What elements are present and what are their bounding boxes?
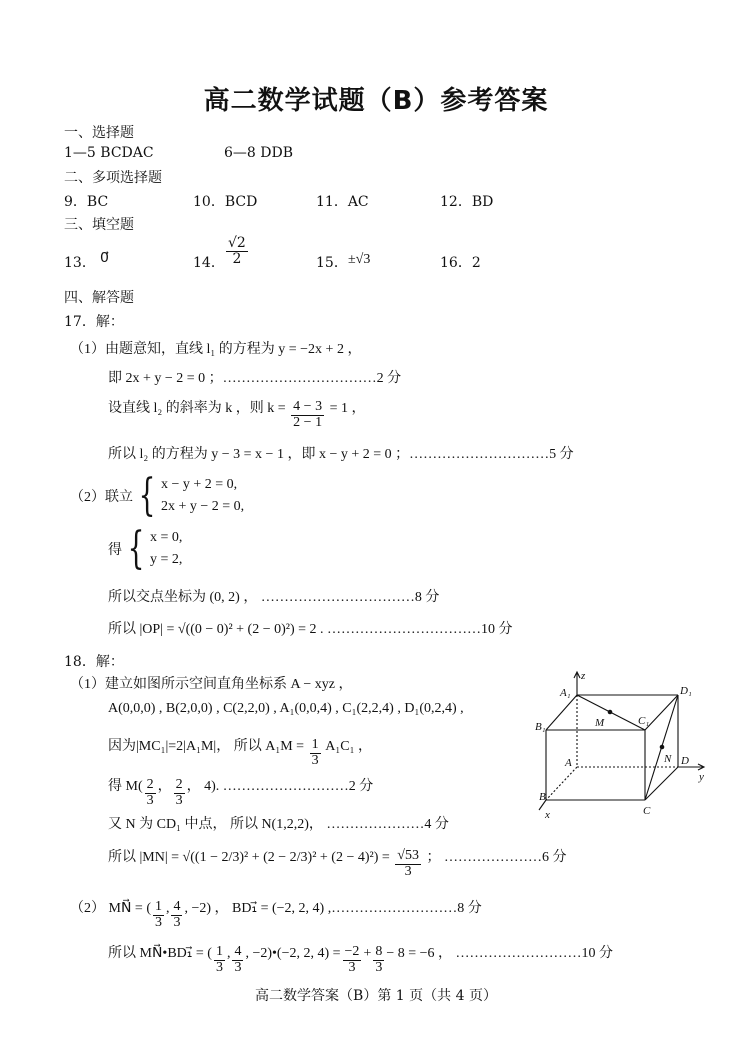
fraction-numerator: 8 [375, 944, 383, 960]
q18-part2-line1: （2） MN⃗ = ( $\frac{1}{3}$ , $\frac{4}{3}$ , −2) ， BD₁⃗ = (−2, 2, 4) ,………………………8 分 [70, 899, 482, 930]
answer-14-fraction [224, 236, 250, 266]
point-m-prefix: 得 M( [108, 779, 143, 794]
dot-product-mid: , −2)•(−2, 2, 4) = [245, 946, 341, 961]
page-footer: 高二数学答案（B）第 1 页（共 4 页） [255, 988, 497, 1004]
fraction-numerator: √2 [228, 235, 246, 251]
q17-part1-line2: 即 2x + y − 2 = 0 ；……………………………2 分 [108, 371, 402, 386]
answer-9: 9．BC [64, 194, 109, 210]
section-heading-fill: 三、填空题 [64, 217, 134, 233]
brace-glyph: { [138, 470, 156, 521]
slope-result: = 1 ， [329, 401, 366, 416]
label-b1: B₁ [535, 721, 546, 733]
answer-11: 11．AC [316, 194, 369, 210]
page-title: 高二数学试题（B）参考答案 [203, 86, 549, 116]
q18-part1-line4 [108, 775, 373, 809]
label-y: y [699, 771, 704, 783]
distance-score: ； …………………6 分 [426, 850, 567, 865]
label-d: D [681, 755, 689, 767]
fraction-numerator: 2 [175, 777, 183, 793]
q17-part1-line4: 所以 l₂ 的方程为 y − 3 = x − 1 ，即 x − y + 2 = 0 ；…………………………5 分 [108, 447, 574, 462]
point-n [660, 745, 665, 750]
slope-text: 设直线 l₂ 的斜率为 k ，则 k = [108, 401, 286, 416]
q18-part1-line5: 又 N 为 CD₁ 中点， 所以 N(1,2,2)， …………………4 分 [108, 817, 449, 832]
fraction-numerator: 4 [234, 944, 242, 960]
answer-1-5: 1—5 BCDAC [64, 145, 154, 161]
vector-bd1: , −2) ， BD₁⃗ = (−2, 2, 4) ,………………………8 分 [184, 901, 482, 916]
label-b: B [539, 791, 546, 803]
solution-x: x = 0, [150, 530, 183, 545]
plus-sign: + [363, 946, 372, 961]
answer-13-label: 13． [64, 255, 96, 271]
system-eq1: x − y + 2 = 0, [161, 477, 238, 492]
q17-part2-point: 所以交点坐标为 (0, 2) ， ……………………………8 分 [108, 590, 440, 605]
q17-part2-distance: 所以 |OP| = √((0 − 0)² + (2 − 0)²) = 2 . ……………………………10 分 [108, 622, 513, 637]
answer-13-value: 0⃗ [100, 251, 109, 266]
q18-label: 18．解： [64, 654, 124, 670]
answer-10: 10．BCD [193, 194, 258, 210]
q17-part2-solution [108, 523, 183, 574]
vector-mn: （2） MN⃗ = ( [70, 901, 151, 916]
fraction-numerator: 1 [311, 737, 319, 753]
fraction-denominator: 3 [215, 960, 223, 975]
q17-label: 17．解： [64, 314, 124, 330]
section-heading-multi: 二、多项选择题 [64, 170, 162, 186]
cube-coordinate-figure [535, 668, 715, 820]
comma: ， [157, 779, 172, 794]
label-a: A [565, 757, 572, 769]
system-eq2: 2x + y − 2 = 0, [161, 499, 245, 514]
solution-label: 得 [108, 543, 122, 558]
q18-part1-line1: （1）建立如图所示空间直角坐标系 A − xyz ， [70, 677, 353, 692]
fraction-denominator: 3 [348, 960, 356, 975]
fraction-numerator: 4 [173, 899, 181, 915]
q18-part1-line2: A(0,0,0) , B(2,0,0) , C(2,2,0) , A₁(0,0,4) , C₁(2,2,4) , D₁(0,2,4) , [108, 701, 464, 716]
q17-part2-system [70, 470, 245, 521]
fraction-denominator: 3 [234, 960, 242, 975]
section-heading-choice: 一、选择题 [64, 125, 134, 141]
system-label: （2）联立 [70, 490, 133, 505]
answer-6-8: 6—8 DDB [224, 145, 294, 161]
fraction-denominator: 3 [175, 793, 183, 808]
brace-glyph: { [127, 523, 145, 574]
solution-y: y = 2, [150, 552, 183, 567]
label-z: z [581, 670, 586, 682]
ratio-text: 因为|MC₁|=2|A₁M|， 所以 A₁M = [108, 739, 305, 754]
answer-15-value: ±√3 [348, 252, 371, 267]
fraction-denominator: 2 − 1 [293, 415, 323, 430]
q17-part1-line3 [108, 397, 365, 431]
fraction-numerator: 4 − 3 [293, 399, 323, 415]
fraction-denominator: 3 [311, 753, 319, 768]
label-n: N [664, 753, 672, 765]
label-a1: A₁ [560, 687, 571, 699]
dot-product-result: − 8 = −6 ， ………………………10 分 [386, 946, 614, 961]
distance-mn: 所以 |MN| = √((1 − 2/3)² + (2 − 2/3)² + (2 − 4)²) = [108, 850, 390, 865]
fraction-denominator: 3 [375, 960, 383, 975]
q18-part2-line2: 所以 MN⃗•BD₁⃗ = ( $\frac{1}{3}$ , $\frac{4}{3}$ , −2)•(−2, 2, 4) = $\frac{-2}{3}$ + $\frac{8}{3}$ − 8 = −6 ， ………………………10 分 [108, 944, 614, 975]
answer-14-label: 14． [193, 255, 225, 271]
fraction-denominator: 3 [154, 915, 162, 930]
fraction-numerator: 1 [154, 899, 162, 915]
section-heading-solve: 四、解答题 [64, 290, 134, 306]
fraction-denominator: 3 [173, 915, 181, 930]
fraction-numerator: 1 [215, 944, 223, 960]
fraction-numerator: √53 [397, 848, 419, 864]
fraction-numerator: 2 [146, 777, 154, 793]
fraction-denominator: 3 [404, 864, 412, 879]
label-x: x [545, 809, 550, 820]
fraction-numerator: −2 [344, 944, 360, 960]
q17-part1-line1: （1）由题意知，直线 l₁ 的方程为 y = −2x + 2 ， [70, 342, 362, 357]
label-d1: D₁ [680, 685, 692, 697]
label-c1: C₁ [638, 715, 650, 727]
dot-product: 所以 MN⃗•BD₁⃗ = ( [108, 946, 212, 961]
label-c: C [643, 805, 651, 817]
q18-part1-line6 [108, 846, 566, 880]
point-m-suffix: ， 4). ………………………2 分 [186, 779, 374, 794]
q18-part1-line3 [108, 735, 372, 769]
ratio-target: A₁C₁ ， [325, 739, 373, 754]
point-m [608, 710, 613, 715]
hidden-edge-a-b [546, 767, 577, 800]
label-m: M [595, 717, 605, 729]
answer-15-label: 15． [316, 255, 348, 271]
fraction-denominator: 2 [232, 250, 242, 267]
answer-16: 16．2 [440, 255, 481, 271]
fraction-denominator: 3 [146, 793, 154, 808]
answer-12: 12．BD [440, 194, 494, 210]
edge-a1-b1 [546, 695, 577, 730]
